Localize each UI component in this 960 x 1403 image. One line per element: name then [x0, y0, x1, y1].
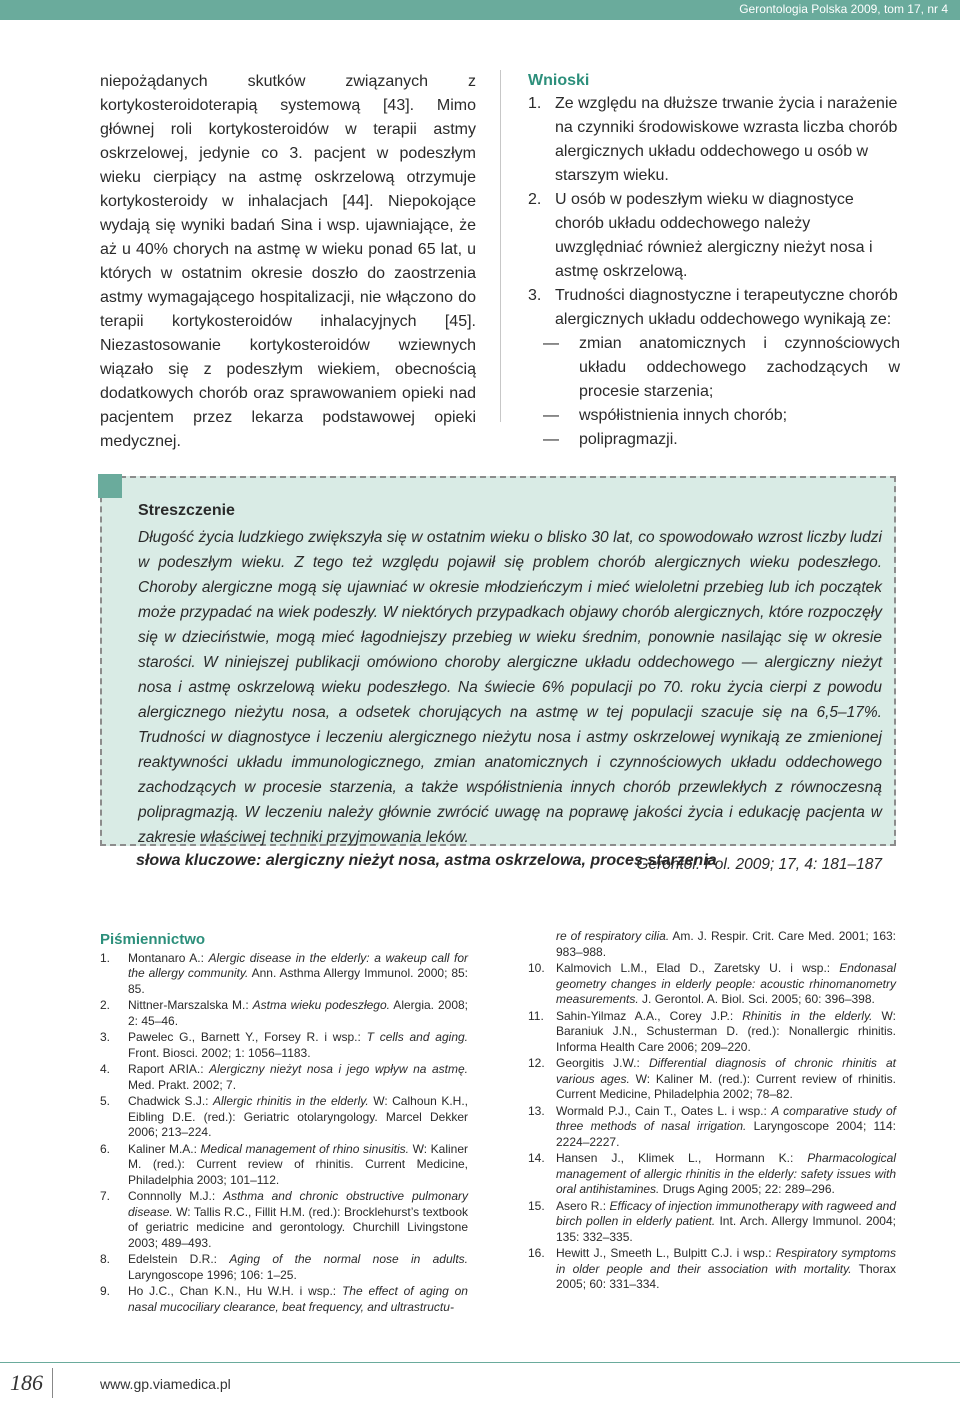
body-text-left: [100, 70, 476, 454]
reference-continuation: re of respiratory cilia. Am. J. Respir. Crit. Care Med. 2001; 163: 983–988.: [556, 929, 896, 959]
references-right: [528, 929, 896, 1294]
reference-item: 16. Hewitt J., Smeeth L., Bulpitt C.J. i wsp.: Respiratory symptoms in older people and their association with mortality. Thorax 2005; 60: 331–334.: [528, 1246, 896, 1291]
page-number: 186: [10, 1370, 43, 1395]
journal-title: Gerontologia Polska 2009, tom 17, nr 4: [739, 2, 948, 16]
abstract-citation: Gerontol. Pol. 2009; 17, 4: 181–187: [636, 856, 882, 873]
reference-item: 1. Montanaro A.: Alergic disease in the elderly: a wakeup call for the allergy community. Ann. Asthma Allergy Immunol. 2000; 85: 85.: [100, 950, 469, 996]
abstract-text: Długość życia ludzkiego zwiększyła się w ostatnim wieku o blisko 30 lat, co spowodowało wzrost liczby ludzi w podeszłym wieku. Z tego też względu pojawił się problem chorób alergicznych wieku podeszłego. Choroby alergiczne mogą się ujawniać w okresie młodzieńczym i mieć wieloletni przebieg lub ich początek może przypadać na wiek podeszły. W niektórych przypadkach objawy chorób alergicznych, które rozpoczęły się w dzieciństwie, mogą mieć łagodniejszy przebieg w wieku średnim, ponownie nasilając się w okresie starości. W niniejszej publikacji omówiono choroby alergiczne układu oddechowego — alergiczny nieżyt nosa i astmę oskrzelową wieku podeszłego. Na świecie 6% populacji po 70. roku życia cierpi z powodu alergicznego nieżytu nosa, a odsetek chorujących na astmę w tej populacji szacuje się na 6,5–17%. Trudności w diagnostyce i leczeniu alergicznego nieżytu nosa i astmy oskrzelowej wynikają ze zmienionej reaktywności układu immunologicznego, zmian anatomicznych i czynnościowych układu oddechowego zachodzących w procesie starzenia, a także współistnienia innych chorób przewlekłych z równoczesną polipragmazją. W leczeniu należy głównie zwrócić uwagę na poprawę jakości życia i edukację pacjenta w zakresie właściwej techniki przyjmowania leków.: [138, 529, 882, 846]
abstract-title: Streszczenie: [138, 502, 235, 519]
reference-item: 15. Asero R.: Efficacy of injection immunotherapy with ragweed and birch pollen in elderly patient. Int. Arch. Allergy Immunol. 2004; 135: 332–335.: [528, 1198, 896, 1244]
reference-item: 3. Pawelec G., Barnett Y., Forsey R. i wsp.: T cells and aging. Front. Biosci. 2002; 1: 1056–1183.: [100, 1030, 468, 1060]
conclusions-title: Wnioski: [528, 72, 590, 89]
column-divider: [500, 70, 501, 422]
conclusion-sublist: [528, 332, 900, 452]
reference-item: 7. Connnolly M.J.: Asthma and chronic obstructive pulmonary disease. W: Tallis R.C., Fillit H.M. (red.): Brocklehurst’s textbook of geriatric medicine and gerontology. Churchill Livingstone 2003; 489–493.: [100, 1189, 468, 1250]
references-left: [100, 932, 468, 1316]
keywords: słowa kluczowe: alergiczny nieżyt nosa, astma oskrzelowa, proces starzenia: [136, 852, 717, 869]
conclusions-section: [528, 70, 900, 452]
conclusion-item: 3. Trudności diagnostyczne i terapeutyczne chorób alergicznych układu oddechowego wynikają ze:: [528, 287, 898, 328]
conclusions-list: [528, 92, 900, 332]
abstract-content: [138, 498, 882, 877]
footer-separator: [52, 1368, 53, 1398]
reference-item: 4. Raport ARIA.: Alergiczny nieżyt nosa i jego wpływ na astmę. Med. Prakt. 2002; 7.: [100, 1062, 468, 1092]
reference-item: 2. Nittner-Marszalska M.: Astma wieku podeszłego. Alergia. 2008; 2: 45–46.: [100, 998, 468, 1028]
references-title: Piśmiennictwo: [100, 931, 206, 948]
running-head: [0, 0, 960, 20]
body-paragraph: niepożądanych skutków związanych z kortykosteroidoterapią systemową [43]. Mimo głównej roli kortykosteroidów w terapii astmy oskrzelowej, jedynie co 3. pacjent w podeszłym wieku cierpiący na astmę oskrzelową otrzymuje kortykosteroidy w inhalacjach [44]. Niepokojące wydają się wyniki badań Sina i wsp. ujawniające, że aż u 40% chorych na astmę w wieku ponad 65 lat, u których w ostatnim okresie doszło do zaostrzenia astmy wymagającego hospitalizacji, nie włączono do terapii kortykosteroidów inhalacyjnych [45]. Niezastosowanie kortykosteroidów wziewnych wiązało się z podeszłym wiekiem, obecnością dodatkowych chorób oraz sprawowaniem opieki nad pacjentem przez lekarza podstawowej opieki medycznej.: [100, 73, 476, 450]
reference-item: 6. Kaliner M.A.: Medical management of rhino sinusitis. W: Kaliner M. (red.): Current review of rhinitis. Current Medicine, Philadelphia 2003; 101–112.: [100, 1141, 468, 1187]
conclusion-subitem: — polipragmazji.: [528, 428, 900, 452]
conclusion-item: 2. U osób w podeszłym wieku w diagnostyce chorób układu oddechowego należy uwzględniać również alergiczny nieżyt nosa i astmę oskrzelową.: [528, 191, 873, 280]
reference-item: 13. Wormald P.J., Cain T., Oates L. i wsp.: A comparative study of three methods of nasal irrigation. Laryngoscope 2004; 114: 2224–2227.: [528, 1103, 896, 1149]
footer-rule: [0, 1362, 960, 1363]
reference-item: 8. Edelstein D.R.: Aging of the normal nose in adults. Laryngoscope 1996; 106: 1–25.: [100, 1252, 468, 1282]
abstract-marker-square: [98, 474, 122, 498]
reference-item: 9. Ho J.C., Chan K.N., Hu W.H. i wsp.: The effect of aging on nasal mucociliary clearance, beat frequency, and ultrastructu-: [100, 1284, 468, 1314]
reference-item: 10. Kalmovich L.M., Elad D., Zaretsky U. i wsp.: Endonasal geometry changes in elderly people: acoustic rhinomanometry measurements. J. Gerontol. A. Biol. Sci. 2005; 60: 396–398.: [528, 961, 896, 1006]
conclusion-item: 1. Ze względu na dłuższe trwanie życia i narażenie na czynniki środowiskowe wzrasta liczba chorób alergicznych układu oddechowego u osób w starszym wieku.: [528, 95, 898, 184]
reference-item: 5. Chadwick S.J.: Allergic rhinitis in the elderly. W: Calhoun K.H., Eibling D.E. (red.): Geriatric otolaryngology. Marcel Dekker 2006; 213–224.: [100, 1094, 468, 1139]
references-list-left: [100, 951, 468, 1316]
reference-item: 14. Hansen J., Klimek L., Hormann K.: Pharmacological management of allergic rhinitis in the elderly: safety issues with oral antihistamines. Drugs Aging 2005; 22: 289–296.: [528, 1151, 896, 1196]
conclusion-subitem: — zmian anatomicznych i czynnościowych układu oddechowego zachodzących w procesie starzenia;: [528, 332, 900, 404]
reference-item: 11. Sahin-Yilmaz A.A., Corey J.P.: Rhinitis in the elderly. W: Baraniuk J.N., Schusterman D. (red.): Nonallergic rhinitis. Informa Health Care 2006; 209–220.: [528, 1008, 896, 1054]
conclusion-subitem: — współistnienia innych chorób;: [528, 404, 900, 428]
references-list-right: [528, 929, 896, 1293]
footer-url[interactable]: www.gp.viamedica.pl: [100, 1376, 231, 1392]
reference-item: 12. Georgitis J.W.: Differential diagnosis of chronic rhinitis at various ages. W: Kaliner M. (red.): Current review of rhinitis. Current Medicine, Philadelphia 2002; 78–82.: [528, 1056, 897, 1101]
